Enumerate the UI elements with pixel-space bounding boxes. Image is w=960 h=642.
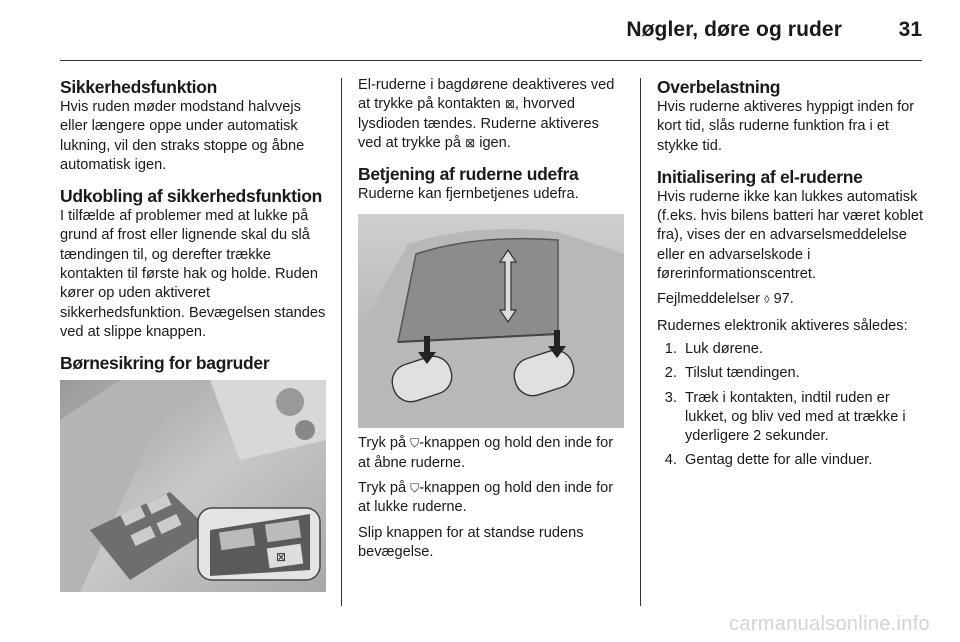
column-middle	[358, 76, 626, 562]
child-lock-icon: ⊠	[465, 135, 476, 150]
text-electronics-activation: Rudernes elektronik aktiveres således:	[657, 317, 908, 334]
open-key-icon: ⛉	[410, 436, 420, 451]
header-title: Nøgler, døre og ruder	[626, 18, 842, 41]
heading-overload: Overbelastning	[657, 77, 781, 97]
column-left	[60, 76, 326, 592]
text-error-messages[interactable]: Fejlmeddelelser ◊ 97.	[657, 291, 794, 308]
steps-list	[657, 340, 925, 471]
text-initialisation: Hvis ruderne ikke kan lukkes automatisk (f.eks. hvis bilens batteri har været koblet fra), vises der en advarselsmeddelelse eller en advarselskode i førerinformationscentret.	[657, 188, 924, 283]
text-safety-function: Hvis ruden møder modstand halvvejs eller længere oppe under automatisk lukning, vil den straks stoppe og åbne automatisk igen.	[60, 99, 305, 173]
close-key-icon: ⛉	[410, 481, 420, 496]
watermark: carmanualsonline.info	[729, 613, 930, 635]
text-deactivate-rear: El-ruderne i bagdørene deaktiveres ved at trykke på kontakten ⊠, hvorved lysdioden tændes. Ruderne aktiveres ved at trykke på ⊠ igen.	[358, 76, 626, 153]
page-number: 31	[898, 18, 922, 41]
page-ref-icon: ◊	[764, 294, 770, 307]
list-item: 4. Gentag dette for alle vinduer.	[681, 451, 925, 470]
list-item: 2. Tilslut tændingen.	[681, 364, 925, 383]
text-remote-operation: Ruderne kan fjernbetjenes udefra.	[358, 186, 579, 203]
heading-safety-function: Sikkerhedsfunktion	[60, 77, 217, 97]
text-close-windows: Tryk på ⛉-knappen og hold den inde for at lukke ruderne.	[358, 480, 614, 516]
heading-disable-safety: Udkobling af sikkerhedsfunktion	[60, 186, 322, 207]
column-divider-2	[640, 78, 641, 606]
svg-text:⊠: ⊠	[276, 550, 287, 565]
text-overload: Hvis ruderne aktiveres hyppigt inden for kort tid, slås ruderne funktion fra i et stykke tid.	[657, 99, 915, 154]
heading-child-lock: Børnesikring for bagruder	[60, 353, 270, 374]
illustration-child-lock	[60, 380, 326, 592]
heading-remote-operation: Betjening af ruderne udefra	[358, 164, 579, 185]
list-item: 1. Luk dørene.	[681, 340, 925, 359]
column-right	[657, 76, 925, 476]
column-divider-1	[341, 78, 342, 606]
list-item: 3. Træk i kontakten, indtil ruden er lukket, og bliv ved med at trække i yderligere 2 sekunder.	[681, 389, 925, 447]
header-rule	[60, 60, 922, 61]
heading-initialisation: Initialisering af el-ruderne	[657, 166, 863, 187]
child-lock-icon: ⊠	[504, 97, 515, 112]
text-open-windows: Tryk på ⛉-knappen og hold den inde for at åbne ruderne.	[358, 435, 614, 471]
text-stop-movement: Slip knappen for at standse rudens bevægelse.	[358, 524, 584, 560]
illustration-remote-key	[358, 214, 624, 428]
text-disable-safety: I tilfælde af problemer med at lukke på grund af frost eller lignende skal du slå tændingen til, og derefter trække kontakten til første hak og holde. Ruden kører op uden aktiveret sikkerhedsfunktion. Bevægelsen standes ved at slippe knappen.	[60, 208, 326, 340]
